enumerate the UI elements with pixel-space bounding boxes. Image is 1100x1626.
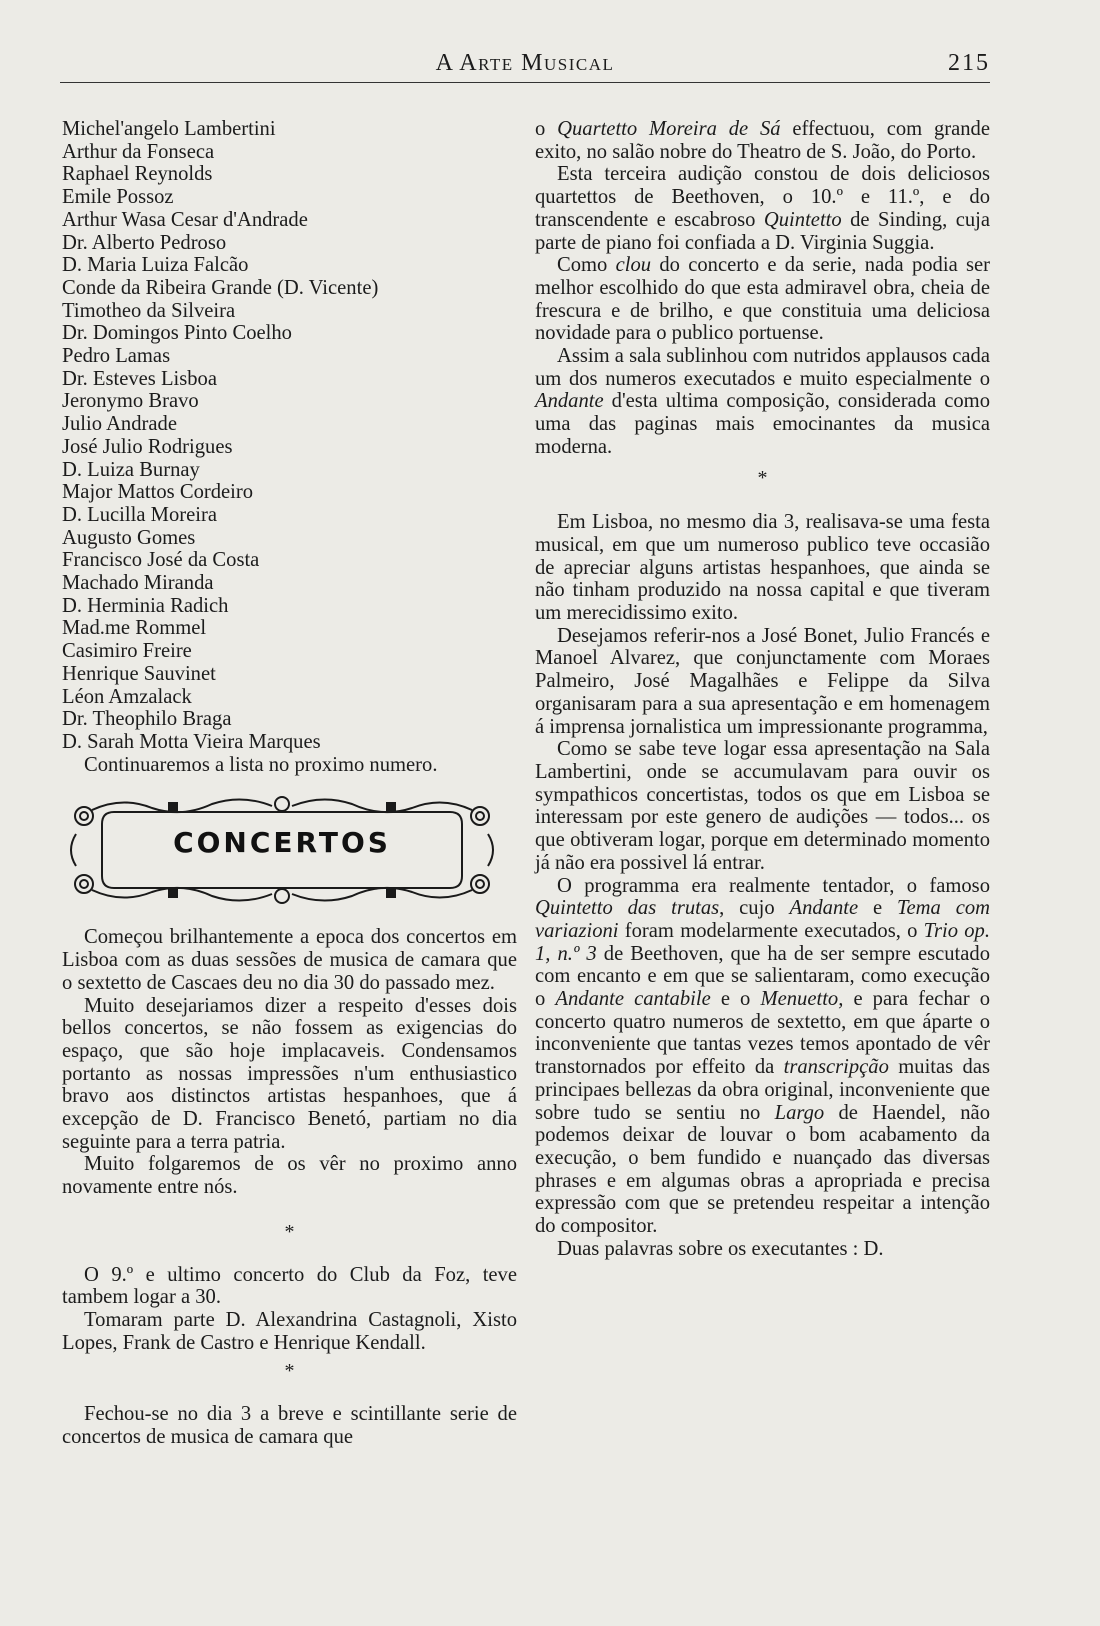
paragraph: [535, 118, 990, 163]
text-run: de Beethoven, que ha de ser sempre escutado com encanto e em que se salientaram, como execução o: [535, 942, 990, 1011]
text-run: O programma era realmente tentador, o famoso: [557, 874, 990, 897]
text-run: o: [535, 118, 558, 140]
italic-run: Trio op. 1, n.º 3: [535, 919, 990, 965]
text-run: foram modelarmente executados, o: [618, 919, 924, 942]
text-run: d'esta ultima composição, considerada como uma das paginas mais emocinantes da musica moderna.: [535, 390, 990, 458]
left-column: [62, 118, 517, 1448]
italic-run: clou: [615, 254, 652, 277]
header-rule: [60, 82, 990, 83]
right-column: [535, 118, 990, 1260]
list-item: Emile Possoz: [62, 186, 174, 209]
list-item: D. Sarah Motta Vieira Marques: [62, 730, 321, 753]
list-item: Arthur Wasa Cesar d'Andrade: [62, 208, 308, 231]
list-item: Dr. Domingos Pinto Coelho: [62, 322, 292, 345]
list-item: Arthur da Fonseca: [62, 140, 215, 163]
list-item: Mad.me Rommel: [62, 617, 207, 640]
italic-run: Quartetto Moreira de Sá: [557, 118, 781, 140]
paragraph: [535, 345, 990, 459]
paragraph: Tomaram parte D. Alexandrina Castagnoli, Xisto Lopes, Frank de Castro e Henrique Kendall.: [62, 1308, 517, 1354]
paragraph: Começou brilhantemente a epoca dos concertos em Lisboa com as duas sessões de musica de camara que o sextetto de Cascaes deu no dia 30 do passado mez.: [62, 926, 517, 994]
list-item: Dr. Alberto Pedroso: [62, 231, 227, 254]
paragraph: Como se sabe teve logar essa apresentação na Sala Lambertini, onde se accumulavam para ouvir os sympathicos concertistas, todos os que em Lisboa se interessam por este genero de audições — todos... os que obtiveram logar, porque em determinado momento já não era possivel lá entrar.: [535, 738, 990, 874]
paragraph: Muito desejariamos dizer a respeito d'esses dois bellos concertos, se não fossem as exigencias do espaço, que são hoje implacaveis. Condensamos portanto as nossas impressões n'um enthusiastico bravo aos distinctos artistas hespanhoes, que á excepção de D. Francisco Benetó, partiam no dia seguinte para a terra patria.: [62, 994, 517, 1153]
concertos-banner: [62, 794, 502, 906]
paragraph: Em Lisboa, no mesmo dia 3, realisava-se uma festa musical, em que um numeroso publico teve occasião de apreciar alguns artistas hespanhoes, que ainda se não tinham produzido na nossa capital e que tiveram um merecidissimo exito.: [535, 511, 990, 625]
separator-asterisk: *: [757, 466, 768, 489]
separator-asterisk: *: [284, 1220, 295, 1243]
list-item: Dr. Esteves Lisboa: [62, 367, 217, 390]
text-run: do concerto e da serie, nada podia ser melhor escolhido do que esta admiravel obra, cheia de frescura e de brilho, e que constituia uma deliciosa novidade para o publico portuense.: [535, 254, 990, 345]
text-run: muitas das principaes bellezas da obra original, inconveniente que sobre tudo se sentiu no: [535, 1056, 990, 1124]
paragraph: [535, 875, 990, 1238]
italic-run: Quintetto das trutas: [535, 897, 720, 920]
list-item: D. Lucilla Moreira: [62, 503, 217, 526]
italic-run: Quintetto: [763, 208, 842, 231]
italic-run: transcripção: [783, 1056, 889, 1079]
list-item: D. Herminia Radich: [62, 594, 229, 617]
list-item: Timotheo da Silveira: [62, 299, 236, 322]
italic-run: Tema com variazioni: [535, 897, 990, 942]
running-header: [60, 48, 990, 84]
list-item: Major Mattos Cordeiro: [62, 481, 254, 504]
text-run: Esta terceira audição constou de dois deliciosos quartettos de Beethoven, o 10.º e 11.º, e do transcendente e escabroso: [535, 163, 990, 231]
list-item: Raphael Reynolds: [62, 163, 213, 186]
separator-asterisk: *: [284, 1360, 295, 1383]
page-number: 215: [948, 50, 990, 76]
paragraph: Fechou-se no dia 3 a breve e scintillante serie de concertos de musica de camara que: [62, 1403, 517, 1448]
text-run: e para fechar o concerto quatro numeros de sextetto, em que áparte o inconveniente que tantas vezes temos apontado de vêr transtornados por effeito da: [535, 988, 990, 1079]
list-item: Conde da Ribeira Grande (D. Vicente): [62, 276, 379, 299]
text-run: Como: [557, 254, 616, 277]
text-run: de Sinding, cuja parte de piano foi confiada a D. Virginia Suggia.: [535, 208, 990, 254]
text-run: Assim a sala sublinhou com nutridos applausos cada um dos numeros executados e muito especialmente o: [535, 345, 990, 390]
text-run: e o: [710, 988, 761, 1011]
subscriber-list: [62, 118, 517, 754]
list-item: Léon Amzalack: [62, 685, 192, 708]
list-item: José Julio Rodrigues: [62, 435, 233, 458]
list-item: Francisco José da Costa: [62, 549, 260, 572]
paragraph: Duas palavras sobre os executantes : D.: [557, 1237, 884, 1260]
list-item: Augusto Gomes: [62, 526, 196, 549]
paragraph: Muito folgaremos de os vêr no proximo anno novamente entre nós.: [62, 1153, 517, 1199]
italic-run: Andante: [789, 897, 859, 920]
journal-title: A Arte Musical: [435, 50, 615, 76]
paragraph: [535, 163, 990, 254]
text-run: effectuou, com grande exito, no salão nobre do Theatro de S. João, do Porto.: [535, 118, 990, 163]
list-item: Jeronymo Bravo: [62, 390, 199, 413]
continuation-note: Continuaremos a lista no proximo numero.: [84, 753, 438, 776]
paragraph: [535, 254, 990, 345]
list-item: D. Luiza Burnay: [62, 458, 200, 481]
list-item: Machado Miranda: [62, 572, 214, 595]
text-run: de Haendel, não podemos deixar de louvar o bom acabamento da execução, o bem fundido e nuançado das diversas phrases e em algumas obras a apropriada e precisa expressão com que se pretendeu respeitar a intenção do compositor.: [535, 1101, 990, 1238]
list-item: Julio Andrade: [62, 413, 177, 436]
text-run: , cujo: [719, 897, 790, 920]
list-item: D. Maria Luiza Falcão: [62, 254, 249, 277]
paragraph: Desejamos referir-nos a José Bonet, Julio Francés e Manoel Alvarez, que conjunctamente com Moraes Palmeiro, José Magalhães e Felippe da Silva organisaram para a sua apresentação e em homenagem á imprensa jornalistica um impressionante programma,: [535, 624, 990, 738]
italic-run: Menuetto,: [760, 988, 844, 1011]
list-item: Casimiro Freire: [62, 640, 192, 663]
list-item: Pedro Lamas: [62, 345, 171, 368]
list-item: Henrique Sauvinet: [62, 662, 216, 685]
list-item: Michel'angelo Lambertini: [62, 118, 276, 140]
italic-run: Andante cantabile: [555, 988, 711, 1011]
italic-run: Andante: [535, 390, 604, 413]
italic-run: Largo: [774, 1101, 825, 1124]
paragraph: O 9.º e ultimo concerto do Club da Foz, teve tambem logar a 30.: [62, 1263, 517, 1309]
list-item: Dr. Theophilo Braga: [62, 708, 232, 731]
text-run: e: [858, 897, 897, 920]
section-heading: CONCERTOS: [173, 826, 391, 860]
